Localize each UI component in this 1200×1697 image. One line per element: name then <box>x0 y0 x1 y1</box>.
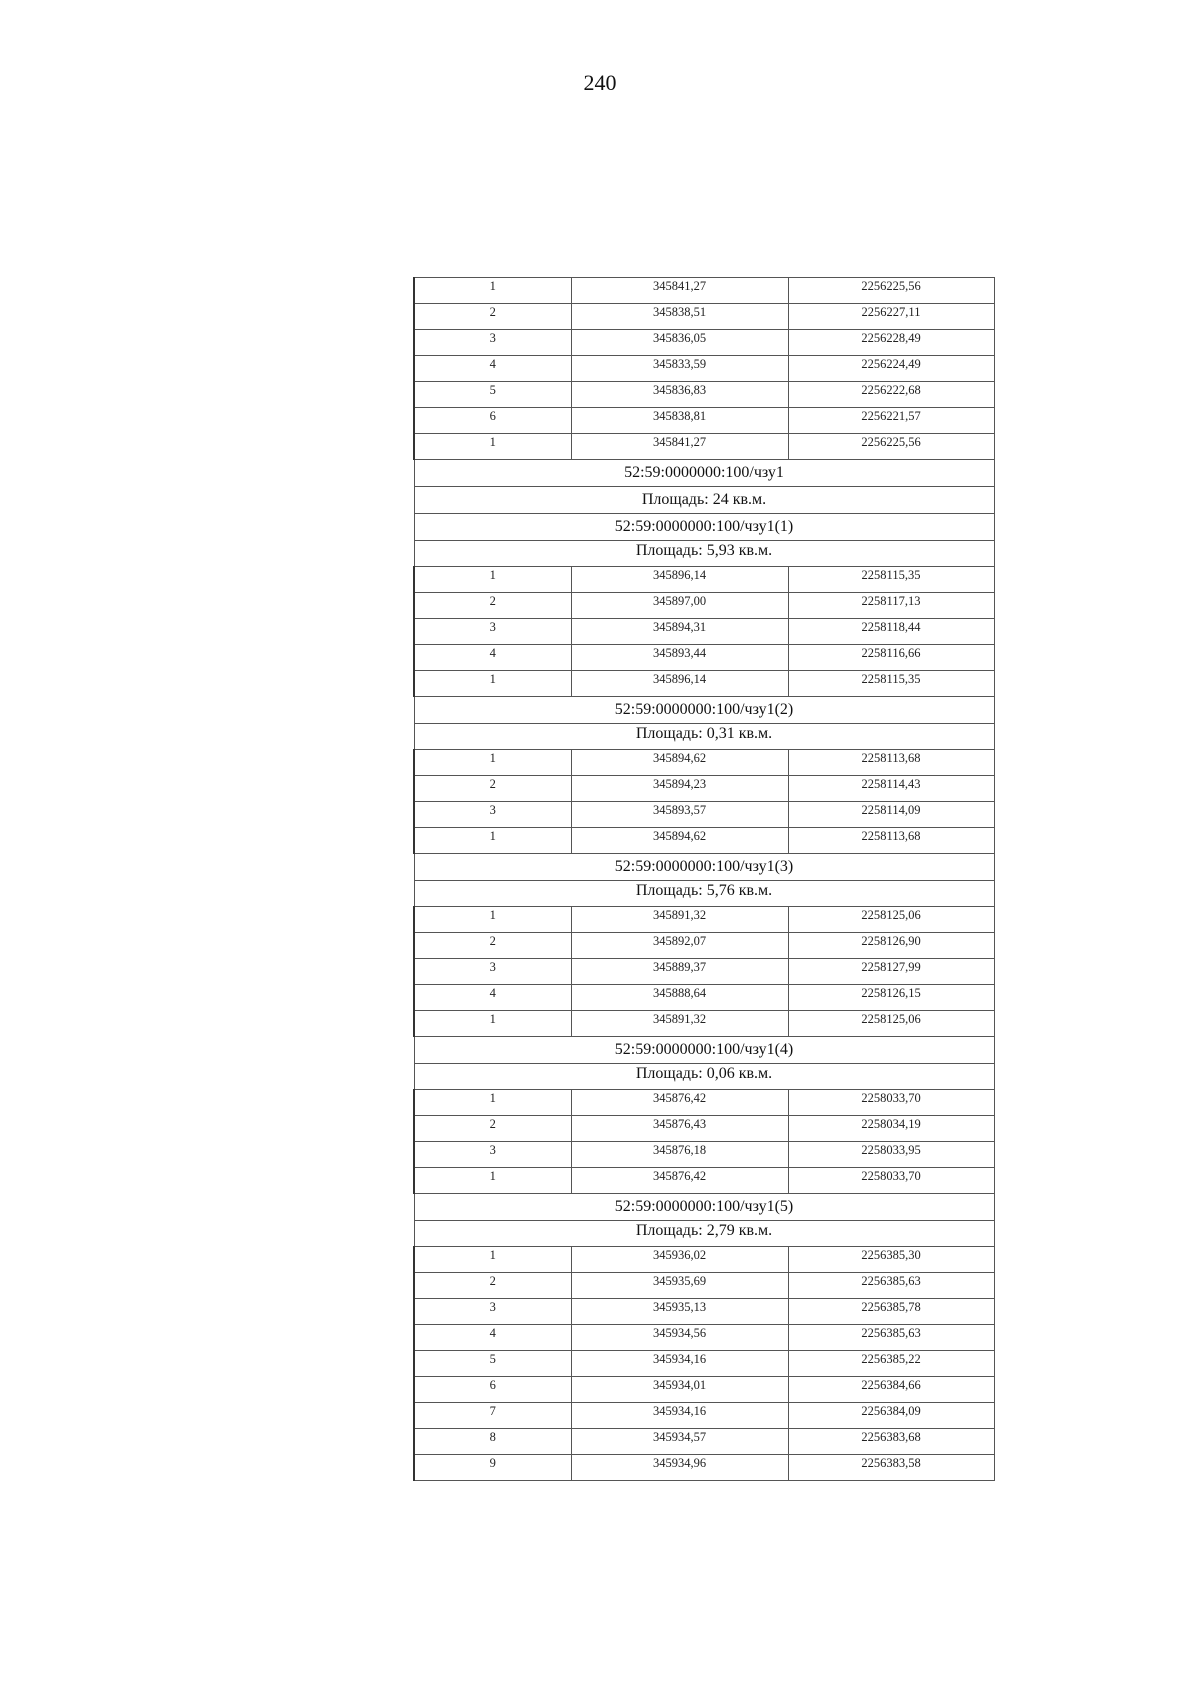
x-coordinate-cell: 345833,59 <box>571 356 788 382</box>
x-coordinate-cell: 345934,16 <box>571 1351 788 1377</box>
x-coordinate-cell: 345936,02 <box>571 1247 788 1273</box>
section-title: 52:59:0000000:100/чзу1(3) <box>414 854 994 881</box>
page-number: 240 <box>583 70 617 95</box>
y-coordinate-cell: 2258115,35 <box>788 671 994 697</box>
section-title-row <box>414 854 994 881</box>
point-row <box>414 382 994 408</box>
section-area-row <box>414 881 994 907</box>
x-coordinate-cell: 345896,14 <box>571 567 788 593</box>
x-coordinate-cell: 345894,62 <box>571 828 788 854</box>
point-number-cell: 1 <box>414 907 571 933</box>
section-title-row <box>414 514 994 541</box>
x-coordinate-cell: 345935,69 <box>571 1273 788 1299</box>
y-coordinate-cell: 2256385,30 <box>788 1247 994 1273</box>
point-number-cell: 3 <box>414 330 571 356</box>
point-number-cell: 9 <box>414 1455 571 1481</box>
point-row <box>414 1090 994 1116</box>
y-coordinate-cell: 2258033,70 <box>788 1090 994 1116</box>
y-coordinate-cell: 2256221,57 <box>788 408 994 434</box>
point-row <box>414 750 994 776</box>
parcel-title: 52:59:0000000:100/чзу1 <box>414 460 994 487</box>
x-coordinate-cell: 345889,37 <box>571 959 788 985</box>
section-area-row <box>414 1064 994 1090</box>
x-coordinate-cell: 345896,14 <box>571 671 788 697</box>
point-number-cell: 4 <box>414 645 571 671</box>
point-number-cell: 2 <box>414 1116 571 1142</box>
x-coordinate-cell: 345888,64 <box>571 985 788 1011</box>
y-coordinate-cell: 2258125,06 <box>788 1011 994 1037</box>
point-row <box>414 1455 994 1481</box>
section-title: 52:59:0000000:100/чзу1(2) <box>414 697 994 724</box>
x-coordinate-cell: 345841,27 <box>571 434 788 460</box>
point-number-cell: 8 <box>414 1429 571 1455</box>
point-row <box>414 304 994 330</box>
point-number-cell: 1 <box>414 434 571 460</box>
point-number-cell: 2 <box>414 304 571 330</box>
point-number-cell: 1 <box>414 567 571 593</box>
point-number-cell: 2 <box>414 776 571 802</box>
point-row <box>414 1429 994 1455</box>
point-number-cell: 6 <box>414 408 571 434</box>
y-coordinate-cell: 2258113,68 <box>788 828 994 854</box>
y-coordinate-cell: 2256222,68 <box>788 382 994 408</box>
point-row <box>414 1247 994 1273</box>
x-coordinate-cell: 345836,05 <box>571 330 788 356</box>
y-coordinate-cell: 2256385,63 <box>788 1273 994 1299</box>
coordinates-table-body <box>414 278 994 1481</box>
point-number-cell: 1 <box>414 1011 571 1037</box>
point-number-cell: 2 <box>414 933 571 959</box>
point-row <box>414 1351 994 1377</box>
point-row <box>414 645 994 671</box>
parcel-title-row <box>414 460 994 487</box>
point-number-cell: 7 <box>414 1403 571 1429</box>
point-row <box>414 1011 994 1037</box>
y-coordinate-cell: 2258126,90 <box>788 933 994 959</box>
y-coordinate-cell: 2258114,09 <box>788 802 994 828</box>
x-coordinate-cell: 345876,42 <box>571 1090 788 1116</box>
point-row <box>414 408 994 434</box>
y-coordinate-cell: 2256225,56 <box>788 278 994 304</box>
y-coordinate-cell: 2258118,44 <box>788 619 994 645</box>
x-coordinate-cell: 345891,32 <box>571 907 788 933</box>
y-coordinate-cell: 2258117,13 <box>788 593 994 619</box>
y-coordinate-cell: 2256224,49 <box>788 356 994 382</box>
point-number-cell: 3 <box>414 1142 571 1168</box>
point-number-cell: 2 <box>414 1273 571 1299</box>
section-area: Площадь: 2,79 кв.м. <box>414 1221 994 1247</box>
point-row <box>414 1299 994 1325</box>
point-number-cell: 4 <box>414 985 571 1011</box>
y-coordinate-cell: 2258115,35 <box>788 567 994 593</box>
point-row <box>414 356 994 382</box>
point-row <box>414 567 994 593</box>
point-row <box>414 1377 994 1403</box>
x-coordinate-cell: 345934,96 <box>571 1455 788 1481</box>
y-coordinate-cell: 2258034,19 <box>788 1116 994 1142</box>
x-coordinate-cell: 345934,57 <box>571 1429 788 1455</box>
x-coordinate-cell: 345838,81 <box>571 408 788 434</box>
point-number-cell: 5 <box>414 1351 571 1377</box>
x-coordinate-cell: 345893,57 <box>571 802 788 828</box>
y-coordinate-cell: 2256385,63 <box>788 1325 994 1351</box>
section-title: 52:59:0000000:100/чзу1(5) <box>414 1194 994 1221</box>
y-coordinate-cell: 2256385,22 <box>788 1351 994 1377</box>
y-coordinate-cell: 2256228,49 <box>788 330 994 356</box>
point-number-cell: 3 <box>414 802 571 828</box>
point-row <box>414 619 994 645</box>
point-number-cell: 1 <box>414 750 571 776</box>
y-coordinate-cell: 2258033,70 <box>788 1168 994 1194</box>
point-row <box>414 828 994 854</box>
y-coordinate-cell: 2256225,56 <box>788 434 994 460</box>
point-number-cell: 1 <box>414 828 571 854</box>
section-area-row <box>414 1221 994 1247</box>
x-coordinate-cell: 345897,00 <box>571 593 788 619</box>
y-coordinate-cell: 2256385,78 <box>788 1299 994 1325</box>
x-coordinate-cell: 345876,18 <box>571 1142 788 1168</box>
y-coordinate-cell: 2258113,68 <box>788 750 994 776</box>
x-coordinate-cell: 345894,62 <box>571 750 788 776</box>
x-coordinate-cell: 345934,56 <box>571 1325 788 1351</box>
x-coordinate-cell: 345836,83 <box>571 382 788 408</box>
x-coordinate-cell: 345934,01 <box>571 1377 788 1403</box>
point-number-cell: 1 <box>414 278 571 304</box>
point-number-cell: 5 <box>414 382 571 408</box>
section-area: Площадь: 0,31 кв.м. <box>414 724 994 750</box>
section-title-row <box>414 1037 994 1064</box>
y-coordinate-cell: 2258114,43 <box>788 776 994 802</box>
section-title: 52:59:0000000:100/чзу1(1) <box>414 514 994 541</box>
parcel-area-row <box>414 487 994 514</box>
y-coordinate-cell: 2258127,99 <box>788 959 994 985</box>
x-coordinate-cell: 345934,16 <box>571 1403 788 1429</box>
x-coordinate-cell: 345838,51 <box>571 304 788 330</box>
point-row <box>414 671 994 697</box>
y-coordinate-cell: 2256384,09 <box>788 1403 994 1429</box>
x-coordinate-cell: 345935,13 <box>571 1299 788 1325</box>
point-row <box>414 1403 994 1429</box>
y-coordinate-cell: 2258126,15 <box>788 985 994 1011</box>
point-number-cell: 1 <box>414 1247 571 1273</box>
point-row <box>414 1168 994 1194</box>
point-number-cell: 3 <box>414 1299 571 1325</box>
point-row <box>414 933 994 959</box>
x-coordinate-cell: 345894,31 <box>571 619 788 645</box>
point-number-cell: 4 <box>414 356 571 382</box>
y-coordinate-cell: 2258033,95 <box>788 1142 994 1168</box>
point-row <box>414 959 994 985</box>
x-coordinate-cell: 345893,44 <box>571 645 788 671</box>
point-row <box>414 802 994 828</box>
point-number-cell: 1 <box>414 1090 571 1116</box>
parcel-area: Площадь: 24 кв.м. <box>414 487 994 514</box>
point-number-cell: 4 <box>414 1325 571 1351</box>
point-number-cell: 2 <box>414 593 571 619</box>
point-number-cell: 1 <box>414 1168 571 1194</box>
point-row <box>414 1325 994 1351</box>
point-row <box>414 593 994 619</box>
y-coordinate-cell: 2256227,11 <box>788 304 994 330</box>
point-row <box>414 1116 994 1142</box>
x-coordinate-cell: 345876,43 <box>571 1116 788 1142</box>
point-number-cell: 6 <box>414 1377 571 1403</box>
point-row <box>414 278 994 304</box>
point-row <box>414 434 994 460</box>
section-title-row <box>414 1194 994 1221</box>
y-coordinate-cell: 2256383,68 <box>788 1429 994 1455</box>
y-coordinate-cell: 2258116,66 <box>788 645 994 671</box>
point-number-cell: 3 <box>414 959 571 985</box>
y-coordinate-cell: 2258125,06 <box>788 907 994 933</box>
x-coordinate-cell: 345891,32 <box>571 1011 788 1037</box>
section-area: Площадь: 5,93 кв.м. <box>414 541 994 567</box>
coordinates-table <box>413 277 995 1481</box>
x-coordinate-cell: 345876,42 <box>571 1168 788 1194</box>
section-area-row <box>414 724 994 750</box>
point-row <box>414 1273 994 1299</box>
point-row <box>414 1142 994 1168</box>
point-row <box>414 985 994 1011</box>
y-coordinate-cell: 2256384,66 <box>788 1377 994 1403</box>
y-coordinate-cell: 2256383,58 <box>788 1455 994 1481</box>
x-coordinate-cell: 345841,27 <box>571 278 788 304</box>
point-row <box>414 776 994 802</box>
point-row <box>414 330 994 356</box>
point-row <box>414 907 994 933</box>
point-number-cell: 1 <box>414 671 571 697</box>
section-title: 52:59:0000000:100/чзу1(4) <box>414 1037 994 1064</box>
section-area: Площадь: 5,76 кв.м. <box>414 881 994 907</box>
point-number-cell: 3 <box>414 619 571 645</box>
section-area: Площадь: 0,06 кв.м. <box>414 1064 994 1090</box>
x-coordinate-cell: 345894,23 <box>571 776 788 802</box>
section-area-row <box>414 541 994 567</box>
section-title-row <box>414 697 994 724</box>
x-coordinate-cell: 345892,07 <box>571 933 788 959</box>
